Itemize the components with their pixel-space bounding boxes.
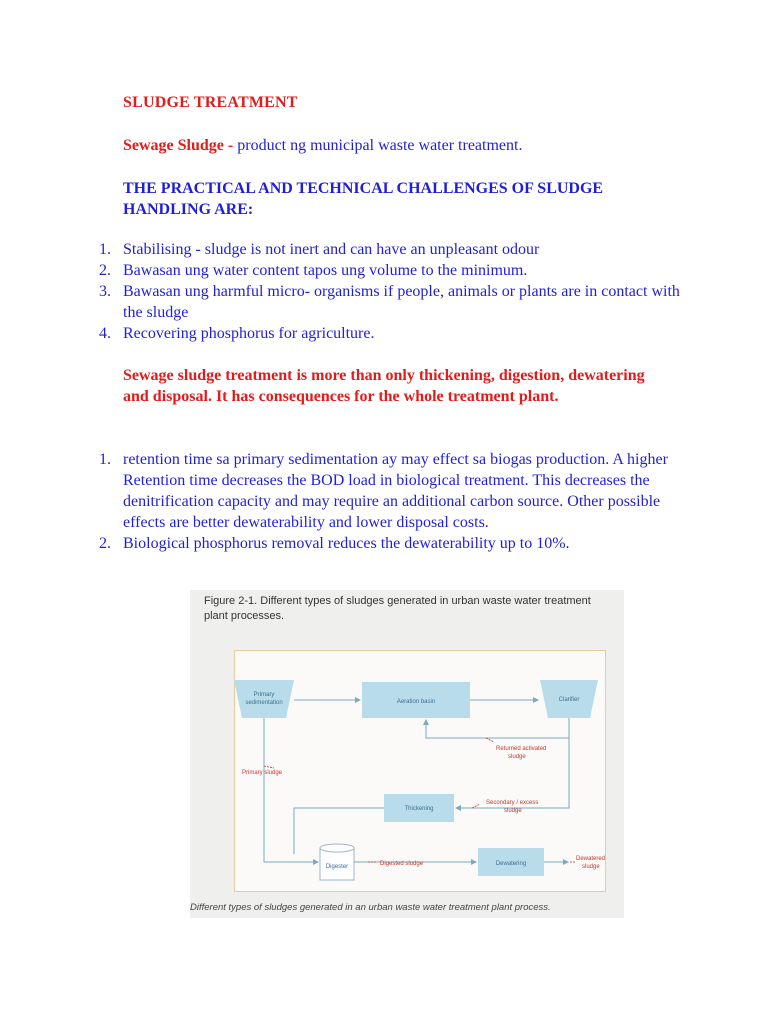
figure-title: Figure 2-1. Different types of sludges generated in urban waste water treatment plant processes. (204, 595, 591, 622)
item-number: 1. (99, 241, 111, 258)
aeration-label: Aeration basin (396, 699, 436, 705)
document-title: SLUDGE TREATMENT (123, 94, 298, 111)
dewatering-box (478, 848, 544, 876)
effects-list (99, 449, 689, 554)
figure-caption: Different types of sludges generated in an urban waste water treatment plant process. (190, 902, 551, 913)
item-text: Bawasan ung harmful micro- organisms if people, animals or plants are in contact with the sludge (123, 283, 680, 321)
dewatered-sludge-label-2: sludge (582, 864, 600, 870)
list-item (99, 533, 689, 554)
secondary-sludge-label-1: Secondary / excess (486, 800, 539, 806)
challenges-list (99, 239, 689, 344)
digested-sludge-label: Digested sludge (380, 861, 424, 867)
primary-label-line1: Primary (253, 692, 275, 698)
definition-term: Sewage Sludge - (123, 137, 238, 154)
aeration-basin-box (362, 682, 470, 718)
returned-sludge-label-1: Returned activated (496, 746, 547, 752)
list-item (99, 260, 689, 281)
flow-connectors (264, 700, 569, 862)
returned-sludge-label-2: sludge (508, 754, 526, 760)
item-number: 2. (99, 262, 111, 279)
clarifier-label: Clarifier (558, 697, 580, 703)
item-number: 4. (99, 325, 111, 342)
warning-paragraph: Sewage sludge treatment is more than only thickening, digestion, dewatering and disposal. It has consequences for the whole treatment plant. (123, 367, 645, 405)
process-diagram (190, 590, 624, 918)
item-number: 1. (99, 451, 111, 468)
item-text: Recovering phosphorus for agriculture. (123, 325, 375, 342)
clarifier-tank (540, 680, 598, 718)
item-text: retention time sa primary sedimentation ay may effect sa biogas production. A higher Retention time decreases the BOD load in biological treatment. This decreases the denitrification capacity and may require an additional carbon source. Other possible effects are better dewaterability and lower disposal costs. (123, 451, 668, 531)
list-item (99, 239, 689, 260)
list-item (99, 323, 689, 344)
item-text: Bawasan ung water content tapos ung volume to the minimum. (123, 262, 528, 279)
definition-line (123, 137, 522, 155)
primary-sedimentation-tank (234, 680, 294, 718)
item-number: 3. (99, 283, 111, 300)
challenges-heading: THE PRACTICAL AND TECHNICAL CHALLENGES OF SLUDGE HANDLING ARE: (123, 180, 604, 218)
digester-label: Digester (325, 864, 349, 870)
item-text: Biological phosphorus removal reduces the dewaterability up to 10%. (123, 535, 570, 552)
list-item (99, 449, 689, 533)
thickening-label: Thickening (404, 806, 434, 812)
dewatering-label: Dewatering (495, 861, 527, 867)
sludge-figure (190, 590, 624, 918)
dewatered-sludge-label-1: Dewatered (576, 856, 606, 862)
primary-sludge-label: Primary sludge (242, 770, 283, 776)
item-number: 2. (99, 535, 111, 552)
digester-tank (320, 844, 354, 880)
list-item (99, 281, 689, 323)
secondary-sludge-label-2: sludge (504, 808, 522, 814)
item-text: Stabilising - sludge is not inert and can have an unpleasant odour (123, 241, 540, 258)
thickening-box (384, 794, 454, 822)
definition-text: product ng municipal waste water treatment. (237, 137, 523, 154)
primary-label-line2: sedimentation (245, 700, 283, 706)
